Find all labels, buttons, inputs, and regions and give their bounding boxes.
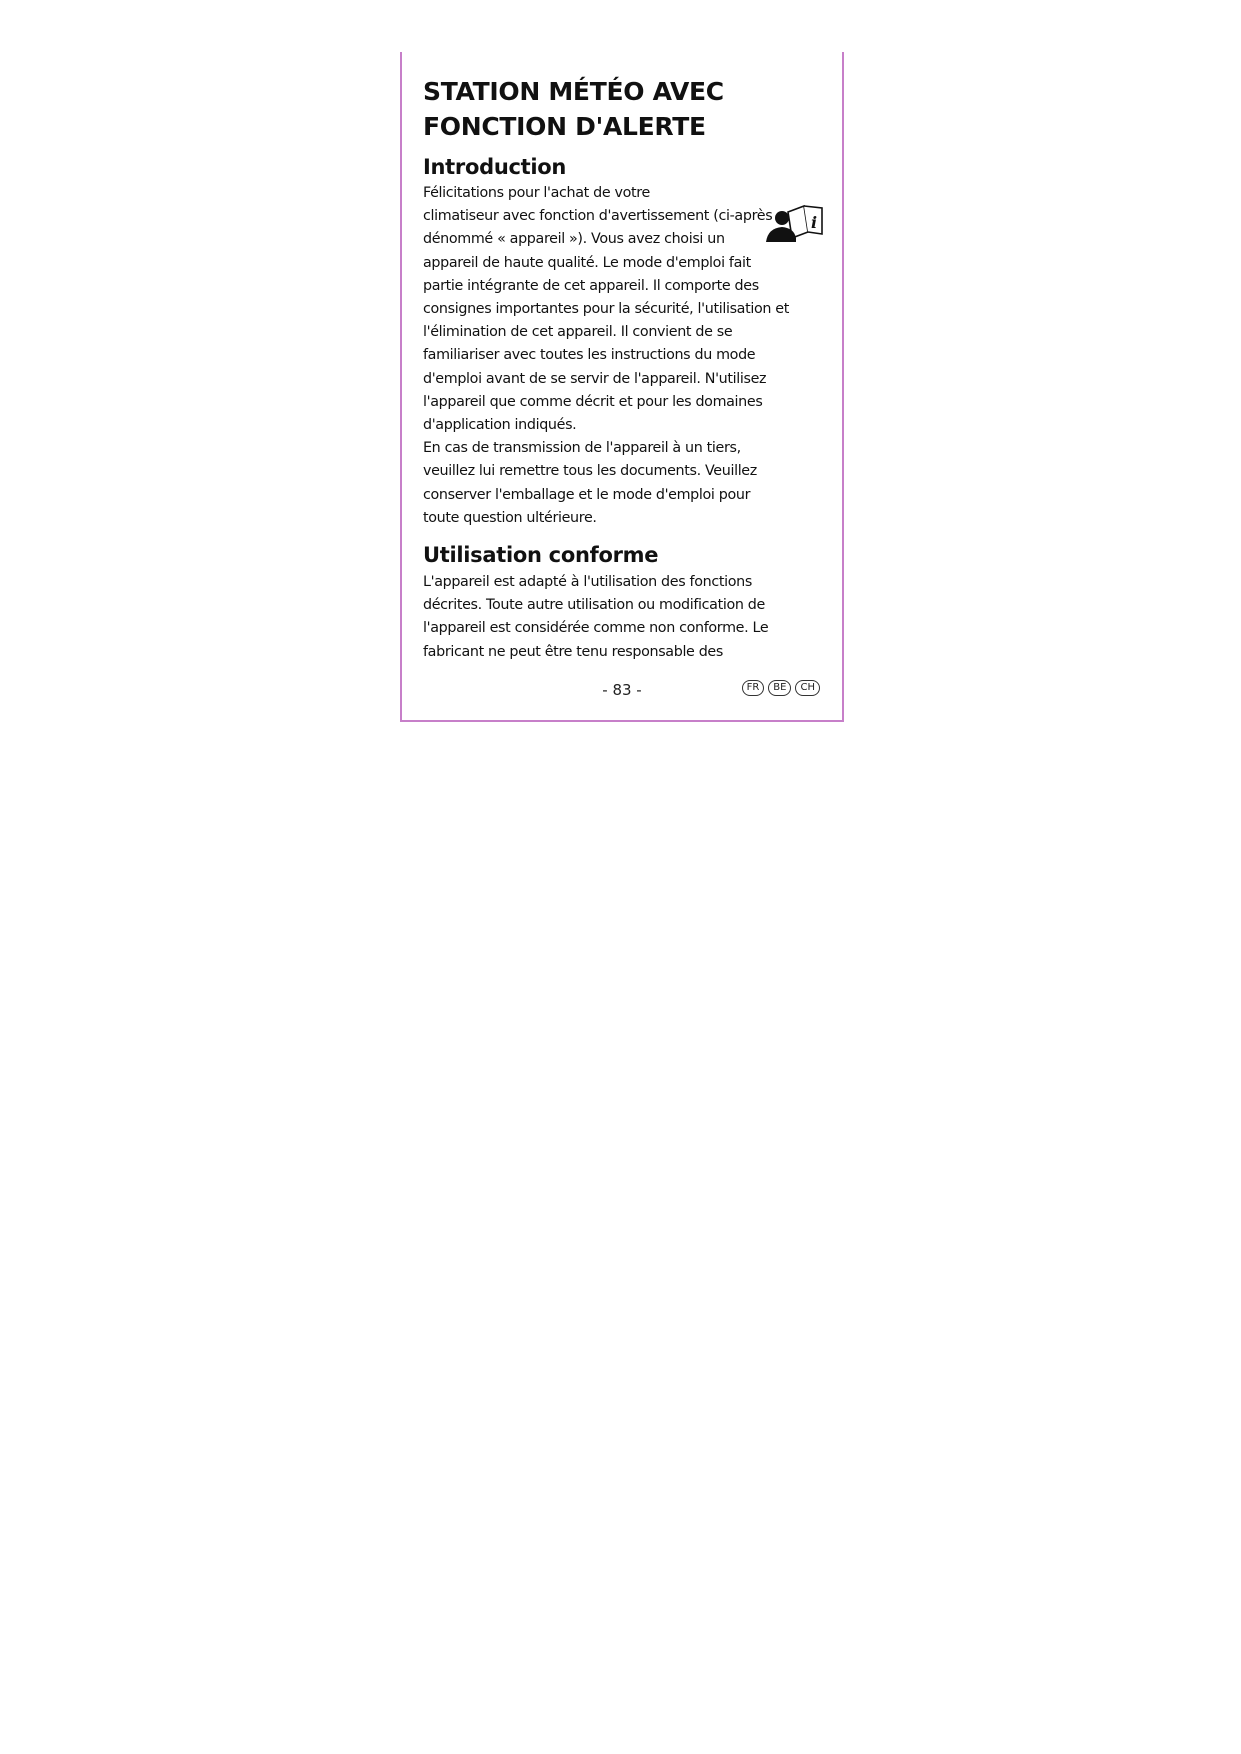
text-line: l'élimination de cet appareil. Il convient de se — [423, 324, 733, 341]
text-line: fabricant ne peut être tenu responsable des — [423, 643, 723, 660]
introduction-text — [423, 182, 823, 530]
svg-text:i: i — [811, 213, 818, 232]
country-codes — [742, 680, 820, 696]
text-line: L'appareil est adapté à l'utilisation des fonctions — [423, 574, 752, 591]
country-badge-be: BE — [768, 680, 791, 696]
page-content — [423, 74, 823, 664]
text-line: familiariser avec toutes les instructions du mode — [423, 347, 756, 364]
text-line: décrites. Toute autre utilisation ou modification de — [423, 597, 765, 614]
text-line: veuillez lui remettre tous les documents. Veuillez — [423, 463, 757, 480]
intended-use-heading: Utilisation conforme — [423, 543, 659, 568]
text-line: Félicitations pour l'achat de votre — [423, 185, 650, 201]
title-line-2: FONCTION D'ALERTE — [423, 112, 706, 141]
text-line: d'application indiqués. — [423, 417, 577, 434]
text-line: dénommé « appareil »). Vous avez choisi un — [423, 231, 725, 248]
document-title — [423, 74, 823, 144]
text-line: l'appareil est considérée comme non conforme. Le — [423, 620, 769, 637]
text-line: toute question ultérieure. — [423, 509, 597, 526]
text-line: d'emploi avant de se servir de l'appareil. N'utilisez — [423, 370, 767, 387]
country-badge-fr: FR — [742, 680, 765, 696]
page-number: - 83 - — [602, 681, 642, 699]
read-manual-info-icon — [764, 202, 826, 246]
country-badge-ch: CH — [795, 680, 820, 696]
title-line-1: STATION MÉTÉO AVEC — [423, 77, 724, 106]
introduction-heading: Introduction — [423, 155, 567, 179]
text-line: climatiseur avec fonction d'avertissement (ci-après — [423, 208, 773, 225]
text-line: conserver l'emballage et le mode d'emploi pour — [423, 486, 751, 503]
text-line: consignes importantes pour la sécurité, l'utilisation et — [423, 301, 789, 318]
text-line: appareil de haute qualité. Le mode d'emploi fait — [423, 254, 751, 271]
manual-page — [400, 52, 844, 722]
text-line: En cas de transmission de l'appareil à un tiers, — [423, 440, 741, 457]
text-line: partie intégrante de cet appareil. Il comporte des — [423, 277, 759, 294]
intended-use-text — [423, 571, 823, 664]
text-line: l'appareil que comme décrit et pour les domaines — [423, 393, 763, 410]
